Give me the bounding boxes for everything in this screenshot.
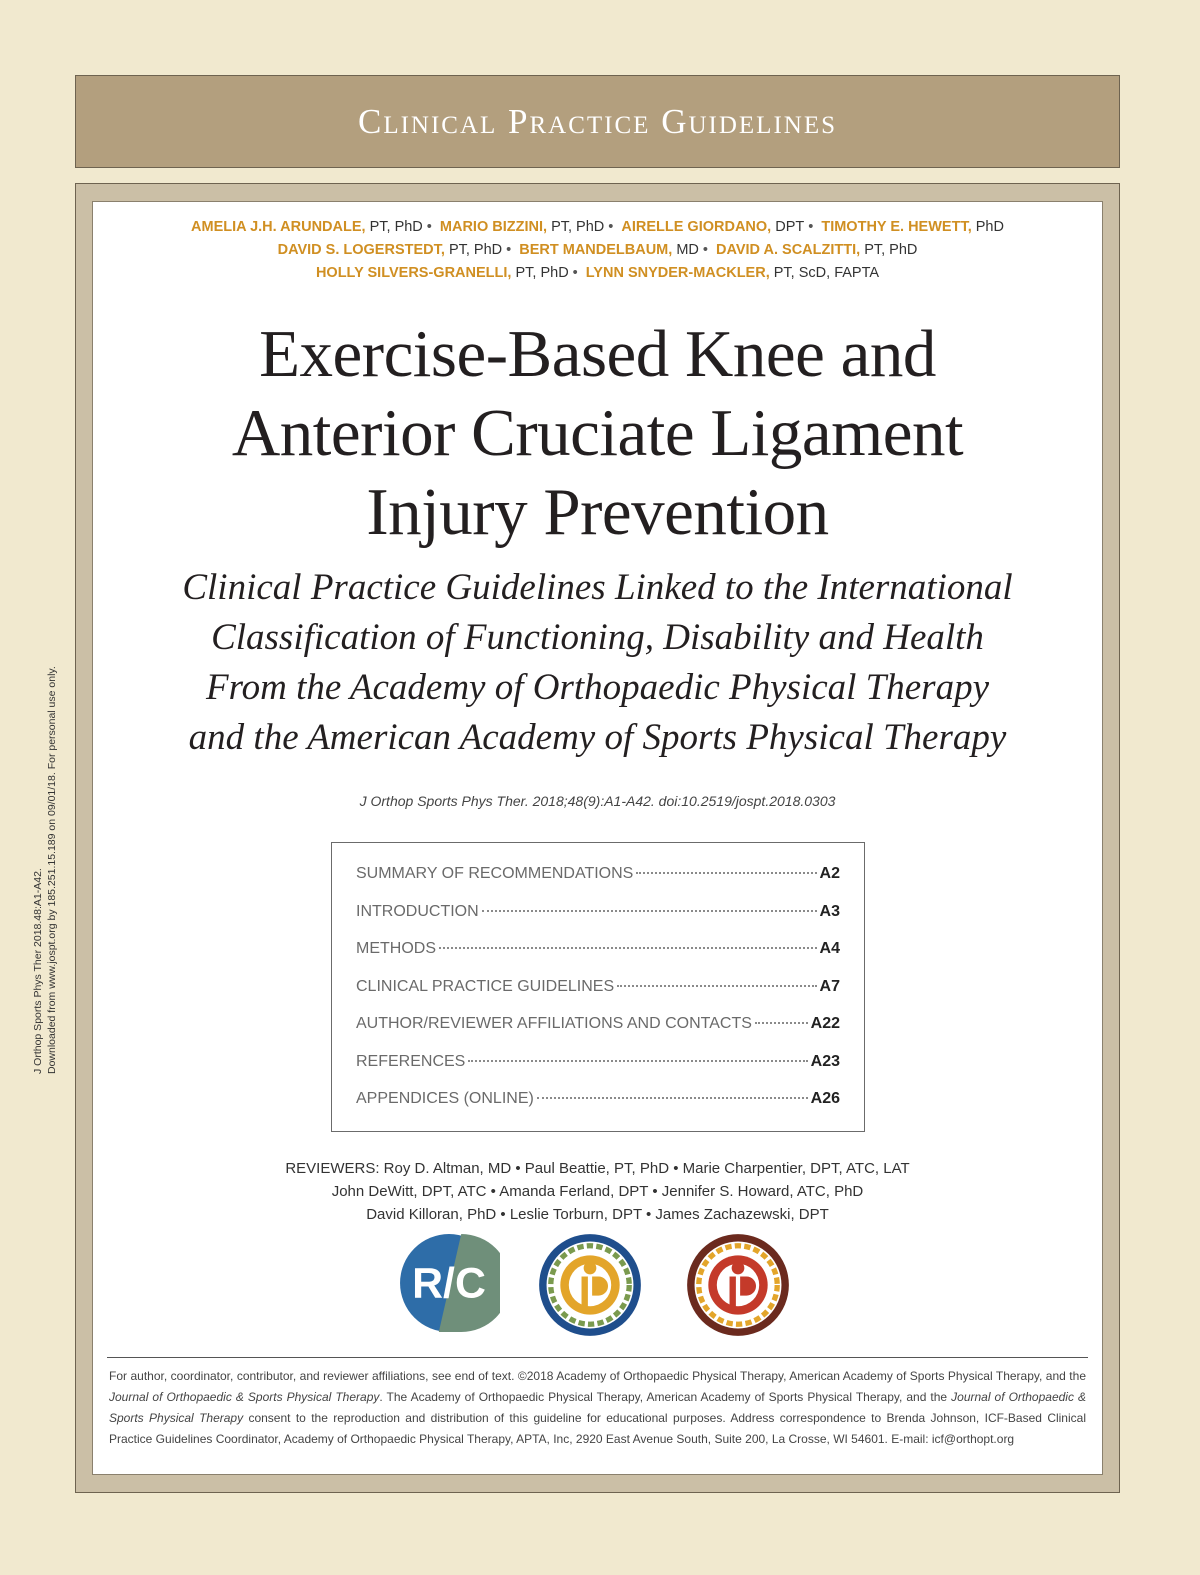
journal-name: Journal of Orthopaedic & Sports Physical Therapy bbox=[109, 1390, 380, 1404]
toc-leader bbox=[439, 947, 817, 949]
footer-divider bbox=[107, 1357, 1088, 1358]
author-list bbox=[93, 216, 1102, 285]
author-credentials: PT, PhD bbox=[515, 265, 569, 281]
download-notice-line: J Orthop Sports Phys Ther 2018.48:A1-A42. bbox=[32, 868, 44, 1074]
svg-text:R/C: R/C bbox=[412, 1259, 486, 1308]
author-name: AIRELLE GIORDANO, bbox=[621, 219, 772, 235]
cover-panel bbox=[92, 201, 1103, 1475]
reviewers-line: David Killoran, PhD • Leslie Torburn, DPT • James Zachazewski, DPT bbox=[366, 1206, 829, 1223]
reviewers-line: John DeWitt, DPT, ATC • Amanda Ferland, DPT • Jennifer S. Howard, ATC, PhD bbox=[331, 1183, 864, 1200]
author-name: DAVID A. SCALZITTI, bbox=[715, 242, 861, 258]
aopt-logo-icon bbox=[537, 1232, 643, 1338]
author-credentials: PT, PhD bbox=[448, 242, 503, 258]
author-name: MARIO BIZZINI, bbox=[439, 219, 548, 235]
footer-note bbox=[109, 1366, 1086, 1450]
subtitle-line: From the Academy of Orthopaedic Physical Therapy bbox=[206, 667, 989, 708]
logo-row bbox=[93, 1232, 1102, 1352]
author-name: AMELIA J.H. ARUNDALE, bbox=[191, 219, 366, 235]
separator-dot: • bbox=[808, 219, 814, 235]
toc-page: A4 bbox=[819, 940, 840, 957]
author-line bbox=[93, 239, 1102, 262]
article-title bbox=[93, 315, 1102, 552]
separator-dot: • bbox=[702, 242, 708, 258]
toc-leader bbox=[636, 872, 816, 874]
citation: J Orthop Sports Phys Ther. 2018;48(9):A1-A42. doi:10.2519/jospt.2018.0303 bbox=[359, 793, 836, 809]
toc-label: CLINICAL PRACTICE GUIDELINES bbox=[356, 977, 615, 995]
toc-entry[interactable] bbox=[356, 903, 840, 941]
journal-name: Journal of Orthopaedic & Sports Physical Therapy bbox=[109, 1390, 1086, 1425]
footer-text: For author, coordinator, contributor, and reviewer affiliations, see end of text. ©2018 Academy of Orthopaedic Physical Therapy, American Academy of Sports Physical Therapy, and the bbox=[109, 1369, 1086, 1383]
title-line: Exercise-Based Knee and bbox=[259, 317, 936, 391]
reviewers-list bbox=[93, 1157, 1102, 1226]
subtitle-line: Classification of Functioning, Disability and Health bbox=[211, 617, 984, 658]
toc-page: A2 bbox=[819, 865, 840, 882]
author-credentials: PT, PhD bbox=[864, 242, 918, 258]
download-notice bbox=[31, 666, 59, 1074]
banner-title: Clinical Practice Guidelines bbox=[357, 101, 838, 141]
reviewers-line: REVIEWERS: Roy D. Altman, MD • Paul Beattie, PT, PhD • Marie Charpentier, DPT, ATC, LAT bbox=[285, 1160, 910, 1177]
separator-dot: • bbox=[426, 219, 432, 235]
toc-label: APPENDICES (ONLINE) bbox=[356, 1090, 534, 1107]
subtitle-line: Clinical Practice Guidelines Linked to the International bbox=[182, 567, 1013, 608]
toc-leader bbox=[537, 1097, 808, 1099]
toc-entry[interactable] bbox=[356, 865, 840, 903]
author-line bbox=[93, 262, 1102, 285]
toc-label: SUMMARY OF RECOMMENDATIONS bbox=[356, 865, 634, 882]
author-credentials: PT, PhD bbox=[551, 219, 605, 235]
author-credentials: PT, PhD bbox=[369, 219, 423, 235]
toc-entry[interactable] bbox=[356, 1015, 840, 1053]
author-name: BERT MANDELBAUM, bbox=[519, 242, 673, 258]
table-of-contents bbox=[331, 842, 865, 1132]
separator-dot: • bbox=[506, 242, 512, 258]
toc-page: A23 bbox=[810, 1052, 840, 1070]
toc-leader bbox=[755, 1022, 808, 1024]
separator-dot: • bbox=[608, 219, 614, 235]
toc-entry[interactable] bbox=[356, 1053, 840, 1091]
author-credentials: PT, ScD, FAPTA bbox=[773, 265, 880, 281]
aasp-logo-icon bbox=[685, 1232, 791, 1338]
toc-leader bbox=[468, 1060, 807, 1062]
article-subtitle bbox=[93, 563, 1102, 763]
toc-page: A26 bbox=[810, 1090, 840, 1107]
toc-entry[interactable] bbox=[356, 978, 840, 1016]
toc-label: INTRODUCTION bbox=[356, 902, 479, 920]
author-credentials: MD bbox=[676, 242, 699, 258]
author-name: DAVID S. LOGERSTEDT, bbox=[277, 242, 445, 258]
author-credentials: PhD bbox=[975, 219, 1004, 235]
footer-text: . The Academy of Orthopaedic Physical Therapy, American Academy of Sports Physical Therapy, and the bbox=[379, 1390, 952, 1404]
toc-page: A3 bbox=[819, 902, 840, 920]
author-name: HOLLY SILVERS-GRANELLI, bbox=[315, 265, 512, 281]
rfc-logo-icon bbox=[398, 1232, 500, 1334]
author-line bbox=[93, 216, 1102, 239]
footer-text: consent to the reproduction and distribution of this guideline for educational purposes. Address correspondence to Brenda Johnson, ICF-Based Clinical Practice Guidelines Coordinator, Academy of Orthopaedic Physical Therapy, APTA, Inc, 2920 East Avenue South, Suite 200, La Crosse, WI 54601. E-mail: icf@orthopt.org bbox=[109, 1411, 1086, 1446]
toc-entry[interactable] bbox=[356, 1090, 840, 1128]
toc-page: A7 bbox=[819, 977, 840, 995]
download-notice-line: Downloaded from www.jospt.org by 185.251.15.189 on 09/01/18. For personal use only. bbox=[46, 666, 58, 1074]
toc-label: AUTHOR/REVIEWER AFFILIATIONS AND CONTACTS bbox=[356, 1015, 752, 1032]
title-line: Anterior Cruciate Ligament bbox=[231, 396, 964, 470]
toc-leader bbox=[617, 985, 816, 987]
toc-label: REFERENCES bbox=[356, 1052, 466, 1070]
toc-leader bbox=[482, 910, 817, 912]
author-name: TIMOTHY E. HEWETT, bbox=[821, 219, 972, 235]
toc-label: METHODS bbox=[356, 940, 436, 957]
author-name: LYNN SNYDER-MACKLER, bbox=[585, 265, 770, 281]
author-credentials: DPT bbox=[775, 219, 805, 235]
toc-page: A22 bbox=[810, 1015, 840, 1032]
subtitle-line: and the American Academy of Sports Physical Therapy bbox=[188, 717, 1007, 758]
toc-entry[interactable] bbox=[356, 940, 840, 978]
title-line: Injury Prevention bbox=[366, 475, 829, 549]
header-banner bbox=[75, 75, 1120, 168]
separator-dot: • bbox=[572, 265, 578, 281]
